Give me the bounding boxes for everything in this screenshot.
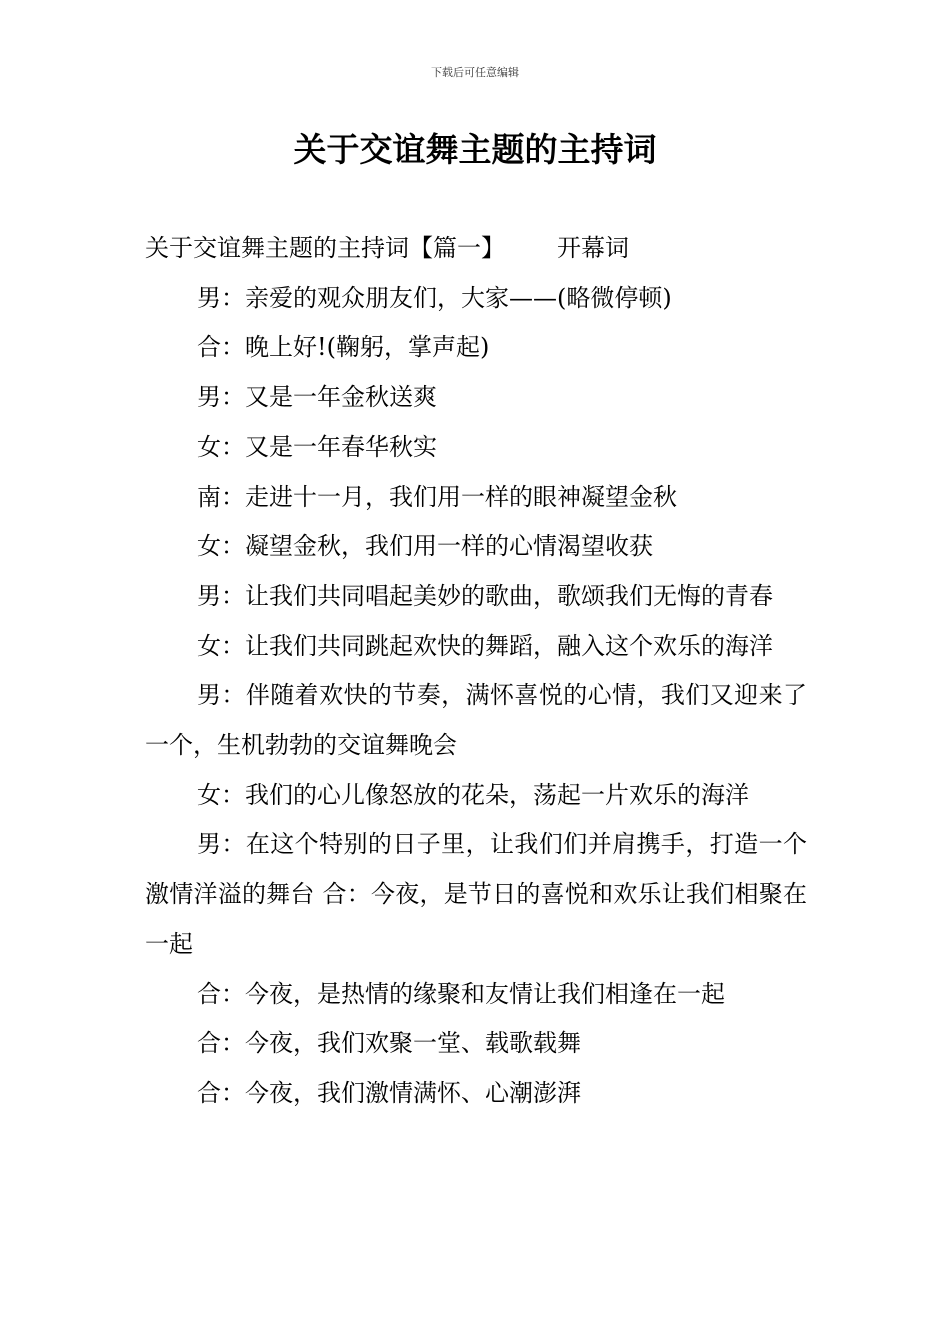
section-heading-label: 关于交谊舞主题的主持词【篇一】 xyxy=(145,234,505,262)
script-line: 合：今夜，我们激情满怀、心潮澎湃 xyxy=(197,1078,581,1107)
script-line: 男：在这个特别的日子里，让我们们并肩携手，打造一个激情洋溢的舞台 合：今夜，是节日的喜悦和欢乐让我们相聚在一起 xyxy=(145,830,807,958)
section-heading xyxy=(145,224,807,274)
script-line: 合：今夜，我们欢聚一堂、载歌载舞 xyxy=(197,1029,581,1058)
document-body xyxy=(145,224,807,1119)
script-line: 合：今夜，是热情的缘聚和友情让我们相逢在一起 xyxy=(197,979,725,1008)
script-line: 合：晚上好!(鞠躬，掌声起) xyxy=(197,333,490,362)
section-heading-sub: 开幕词 xyxy=(557,234,629,262)
script-line: 男：伴随着欢快的节奏，满怀喜悦的心情，我们又迎来了一个，生机勃勃的交谊舞晚会 xyxy=(145,681,807,760)
script-line: 男：让我们共同唱起美妙的歌曲，歌颂我们无悔的青春 xyxy=(197,581,773,610)
script-line: 南：走进十一月，我们用一样的眼神凝望金秋 xyxy=(197,482,677,511)
script-line: 女：我们的心儿像怒放的花朵，荡起一片欢乐的海洋 xyxy=(197,780,749,809)
script-line: 女：又是一年春华秋实 xyxy=(197,432,437,461)
script-line: 女：凝望金秋，我们用一样的心情渴望收获 xyxy=(197,532,653,561)
header-note: 下载后可任意编辑 xyxy=(431,66,519,79)
script-line: 女：让我们共同跳起欢快的舞蹈，融入这个欢乐的海洋 xyxy=(197,631,773,660)
script-line: 男：又是一年金秋送爽 xyxy=(197,383,437,412)
script-line: 男：亲爱的观众朋友们，大家——(略微停顿) xyxy=(197,283,672,312)
document-title: 关于交谊舞主题的主持词 xyxy=(293,130,657,169)
